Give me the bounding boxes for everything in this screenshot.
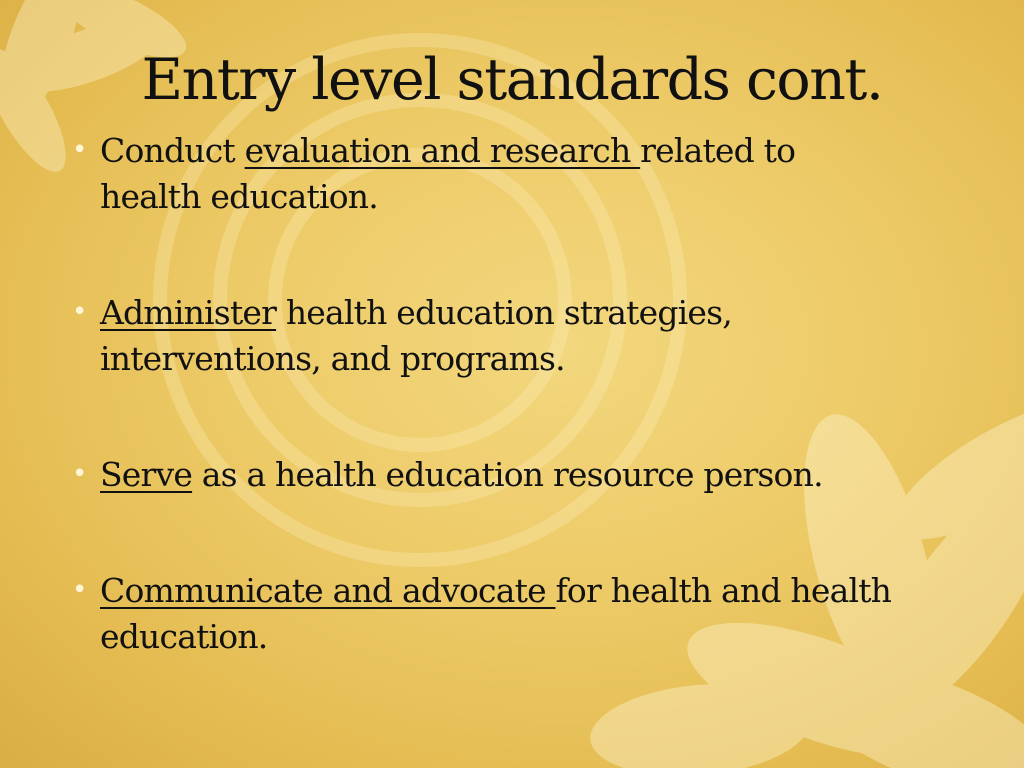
bullet-item [72, 128, 892, 220]
bullet-underlined-phrase: Administer [100, 293, 277, 332]
bullet-text-after: health education strategies, interventions, and programs. [100, 293, 732, 378]
bullet-text-before: Conduct [100, 131, 245, 170]
bullet-icon: • [72, 135, 87, 165]
bullet-text-after: for health and health education. [100, 571, 892, 656]
bullet-icon: • [72, 297, 87, 327]
bullet-underlined-phrase: Communicate and advocate [100, 571, 556, 610]
slide-title: Entry level standards cont. [141, 47, 883, 113]
bullet-item [72, 290, 892, 382]
bullet-item [72, 452, 892, 498]
bullet-icon: • [72, 575, 87, 605]
bullet-text-after: related to health education. [100, 131, 796, 216]
bullet-text-after: as a health education resource person. [192, 455, 823, 494]
bullet-item [72, 568, 892, 660]
bullet-underlined-phrase: evaluation and research [244, 131, 641, 170]
bullet-icon: • [72, 459, 87, 489]
bullet-underlined-phrase: Serve [100, 455, 193, 494]
bullet-list [72, 128, 892, 730]
